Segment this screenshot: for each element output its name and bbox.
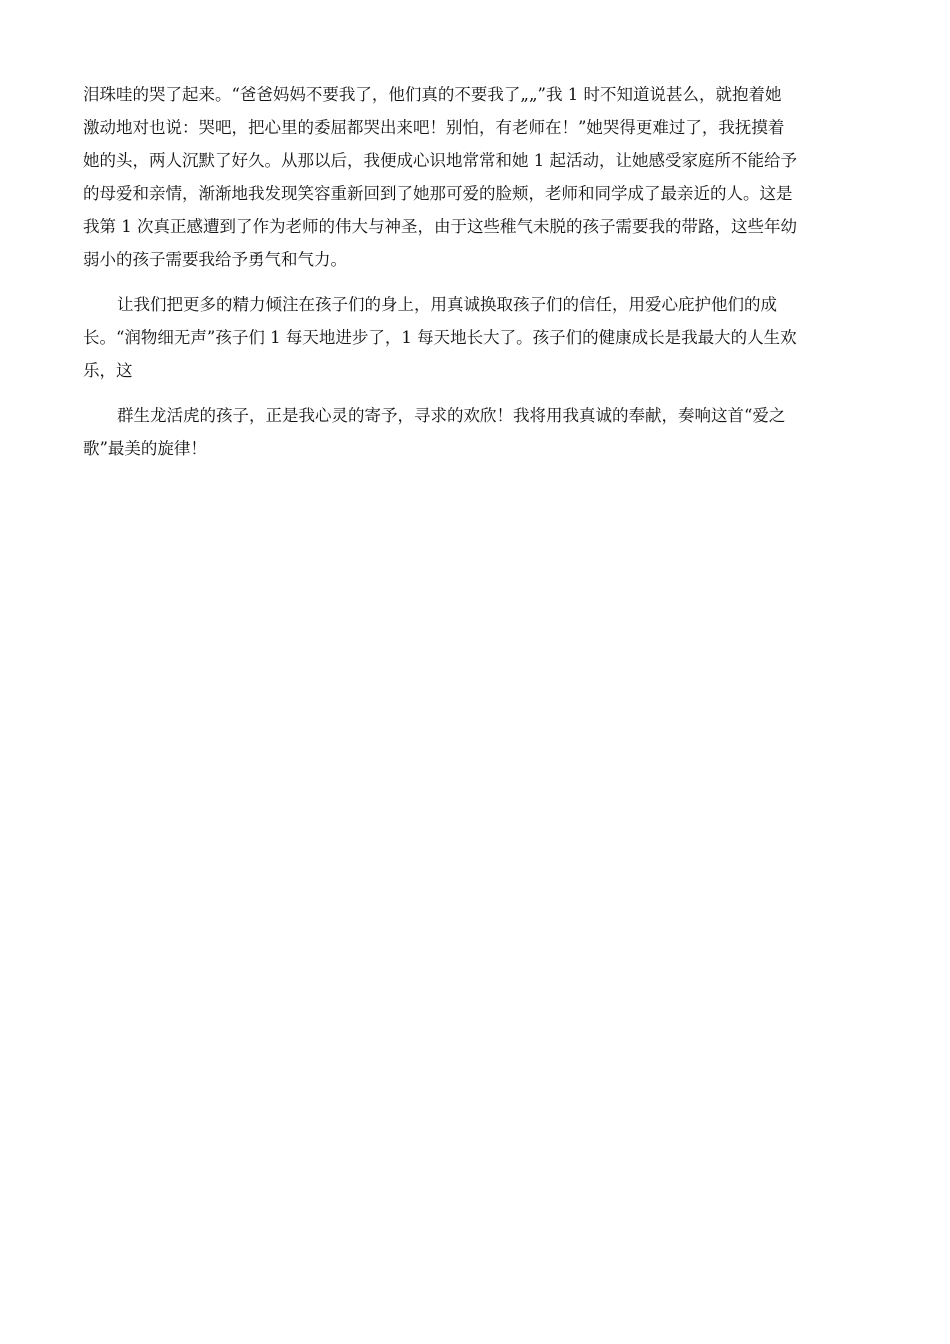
text-line: 让我们把更多的精力倾注在孩子们的身上，用真诚换取孩子们的信任，用爱心庇护他们的成 (117, 295, 777, 314)
text-line: 她的头，两人沉默了好久。从那以后，我便成心识地常常和她 1 起活动，让她感受家庭所不能给予 (83, 151, 797, 170)
text-line: 长。“润物细无声”孩子们 1 每天地进步了，1 每天地长大了。孩子们的健康成长是我最大的人生欢 (83, 328, 797, 347)
paragraph-3 (83, 399, 869, 465)
paragraph-1 (83, 78, 869, 276)
text-line: 弱小的孩子需要我给予勇气和气力。 (83, 250, 347, 269)
text-line: 群生龙活虎的孩子，正是我心灵的寄予，寻求的欢欣！我将用我真诚的奉献，奏响这首“爱之 (117, 406, 786, 425)
document-body (83, 78, 869, 465)
text-line: 泪珠哇的哭了起来。“爸爸妈妈不要我了，他们真的不要我了„„”我 1 时不知道说甚么，就抱着她 (83, 85, 782, 104)
text-line: 乐，这 (83, 361, 133, 380)
text-line: 我第 1 次真正感遭到了作为老师的伟大与神圣，由于这些稚气未脱的孩子需要我的带路，这些年幼 (83, 217, 797, 236)
text-line: 激动地对也说：哭吧，把心里的委屈都哭出来吧！别怕，有老师在！”她哭得更难过了，我抚摸着 (83, 118, 785, 137)
text-line: 歌”最美的旋律！ (83, 439, 207, 458)
paragraph-2 (83, 288, 869, 387)
text-line: 的母爱和亲情，渐渐地我发现笑容重新回到了她那可爱的脸颊，老师和同学成了最亲近的人。这是 (83, 184, 793, 203)
